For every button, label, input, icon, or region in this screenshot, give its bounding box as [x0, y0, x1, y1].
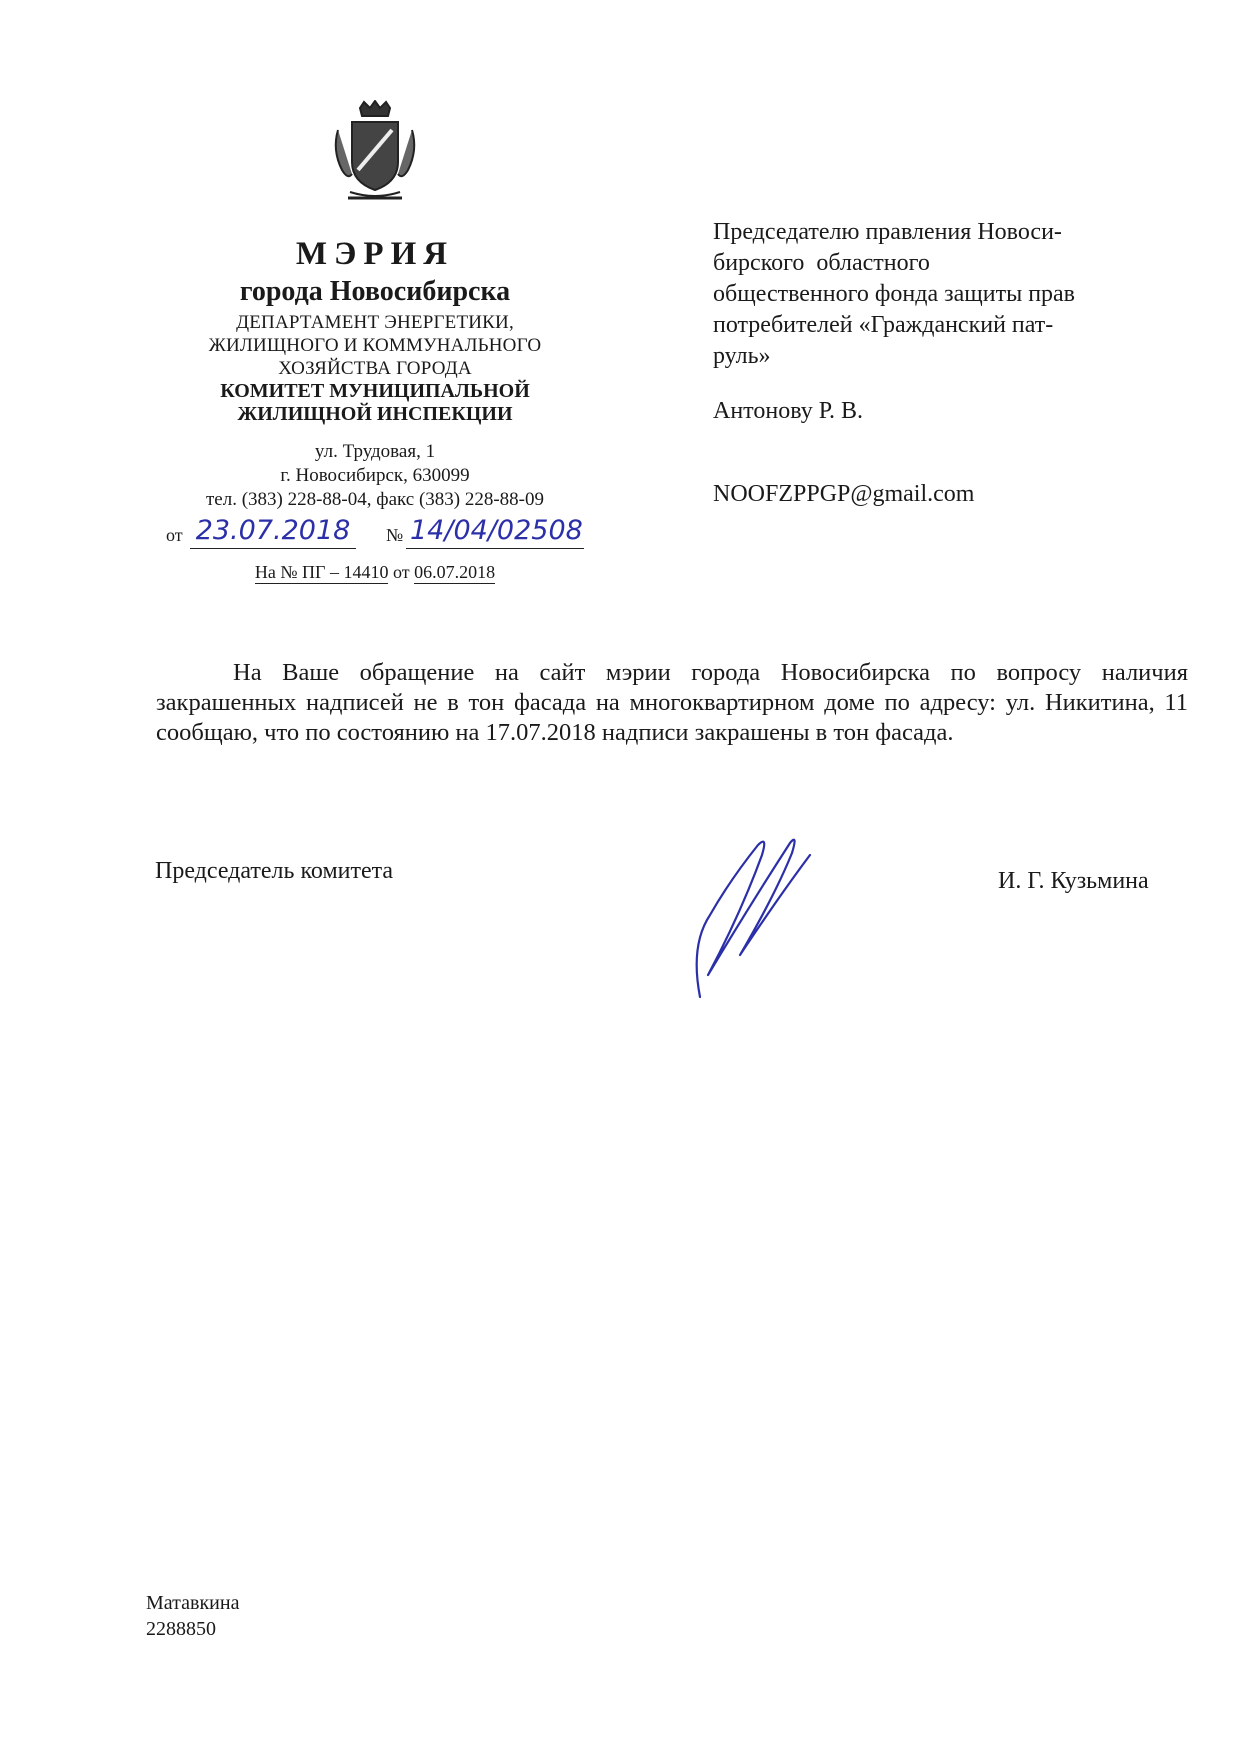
org-title: МЭРИЯ [295, 236, 455, 272]
reg-number: 14/04/02508 [406, 514, 584, 549]
reg-date: 23.07.2018 [190, 514, 356, 549]
signer-name: И. Г. Кузьмина [998, 868, 1149, 894]
org-city: города Новосибирска [239, 276, 511, 307]
reg-no-label: № [386, 525, 404, 545]
executor-phone: 2288850 [146, 1618, 216, 1640]
reference-line [140, 562, 610, 583]
addressee-email: NOOFZPPGP@gmail.com [713, 481, 975, 507]
novosibirsk-coat-of-arms-icon [330, 100, 420, 204]
letter-body: На Ваше обращение на сайт мэрии города Новосибирска по вопросу наличия закрашенных надписей не в тон фасада на многоквартирном доме по адресу: ул. Никитина, 11 сообщаю, что по состоянию на 17.07.2018 надписи закрашены в тон фасада. [156, 659, 1188, 746]
letterhead [140, 100, 610, 583]
addressee-name: Антонову Р. В. [713, 398, 864, 424]
ref-from-label: от [392, 562, 410, 582]
addressee-line: руль» [713, 343, 771, 369]
executor-name: Матавкина [146, 1592, 240, 1614]
signer-title: Председатель комитета [155, 858, 394, 884]
ref-date: 06.07.2018 [414, 562, 496, 582]
ref-number: На № ПГ – 14410 [254, 562, 389, 582]
org-address: ул. Трудовая, 1 г. Новосибирск, 630099 тел. (383) 228-88-04, факс (383) 228-88-09 [205, 441, 545, 510]
registration-line [140, 515, 610, 554]
executor-info [146, 1590, 239, 1642]
addressee-line: общественного фонда защиты прав [713, 281, 1076, 307]
department-name: ДЕПАРТАМЕНТ ЭНЕРГЕТИКИ, ЖИЛИЩНОГО И КОММУНАЛЬНОГО ХОЗЯЙСТВА ГОРОДА [208, 312, 542, 379]
committee-name: КОМИТЕТ МУНИЦИПАЛЬНОЙ ЖИЛИЩНОЙ ИНСПЕКЦИИ [220, 380, 530, 425]
handwritten-signature [680, 825, 820, 1005]
addressee [713, 217, 1183, 510]
addressee-line: Председателю правления Новоси- [713, 219, 1062, 245]
reg-from-label: от [166, 525, 183, 545]
addressee-line: бирского областного [713, 250, 930, 276]
addressee-line: потребителей «Гражданский пат- [713, 312, 1054, 338]
